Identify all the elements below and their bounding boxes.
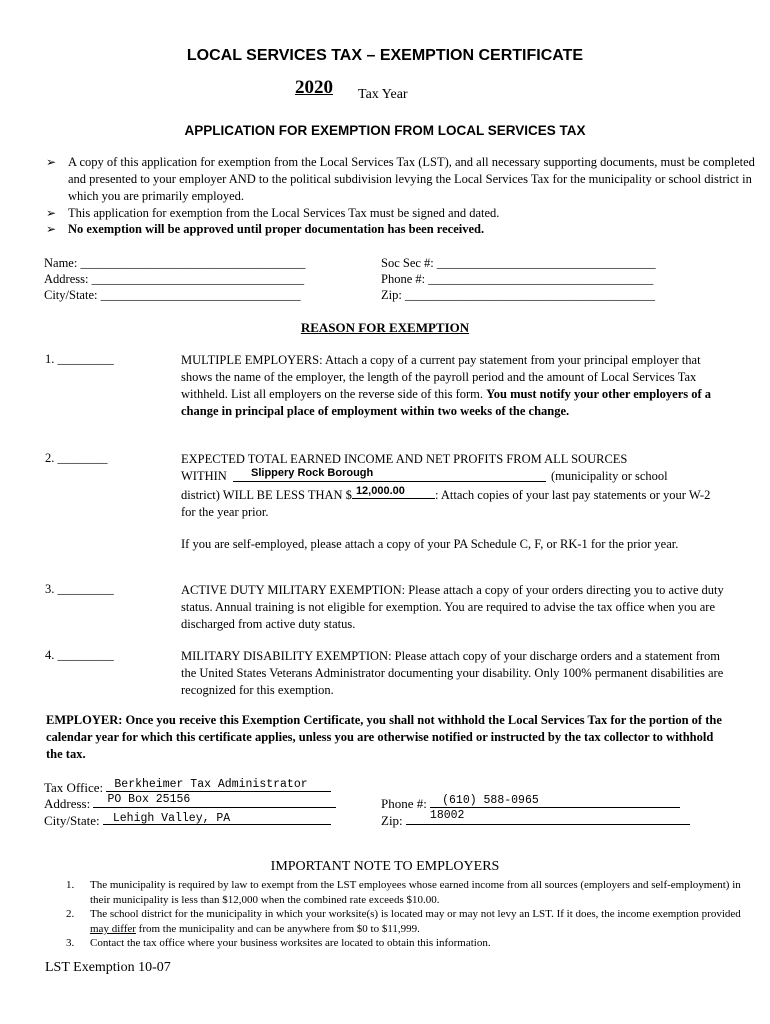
tax-year-label: Tax Year	[358, 87, 408, 102]
tax-office-address-field[interactable]: Address: PO Box 25156	[44, 794, 336, 812]
tax-year-value: 2020	[295, 77, 333, 98]
reason-2-checkbox[interactable]: 2. ________	[45, 451, 108, 465]
arrow-bullet-icon: ➢	[46, 155, 57, 169]
arrow-bullet-icon: ➢	[46, 206, 57, 220]
tax-office-zip-value: 18002	[429, 809, 465, 822]
employer-notice: EMPLOYER: Once you receive this Exemption Certificate, you shall not withhold the Local Services Tax for the portion of the calendar year for which this certificate applies, unless you are otherwise notified or instructed by the tax collector to withhold the tax.	[46, 713, 722, 761]
tax-office-city-field[interactable]: City/State: Lehigh Valley, PA	[44, 811, 331, 829]
reason-4-text: MILITARY DISABILITY EXEMPTION: Please attach copy of your discharge orders and a statement from the United States Veterans Administrator documenting your disability. Only 100% permanent disabilities are recognized for this exemption.	[181, 649, 724, 697]
note-item: 2. The school district for the municipality in which your worksite(s) is located may or may not levy an LST. If it does, the income exemption provided may differ from the municipality and can be anywhere from $0 to $11,999.	[66, 908, 741, 935]
note-item: 3. Contact the tax office where your business worksites are located to obtain this information.	[66, 937, 491, 949]
reason-3-checkbox[interactable]: 3. _________	[45, 582, 114, 596]
arrow-bullet-icon: ➢	[46, 222, 57, 236]
form-footer-code: LST Exemption 10-07	[45, 960, 171, 975]
reason-2-text: EXPECTED TOTAL EARNED INCOME AND NET PROFITS FROM ALL SOURCES WITHIN Slippery Rock Borough (municipality or school district) WILL BE LESS THAN $ 12,000.00 : Attach copies of your last pay statements or your W-2 for the year prior. If you are self-employed, please attach a copy of your PA Schedule C, F, or RK-1 for the prior year.	[181, 452, 711, 551]
bullet-item: ➢ No exemption will be approved until proper documentation has been received.	[46, 222, 485, 236]
ssn-field[interactable]: Soc Sec #: ___________________________________	[381, 256, 656, 270]
important-note-heading: IMPORTANT NOTE TO EMPLOYERS	[270, 859, 500, 874]
tax-office-address-value: PO Box 25156	[107, 793, 191, 806]
form-subtitle: APPLICATION FOR EXEMPTION FROM LOCAL SERVICES TAX	[184, 123, 586, 138]
tax-office-phone-field[interactable]: Phone #: (610) 588-0965	[381, 794, 680, 812]
city-state-field[interactable]: City/State: ________________________________	[44, 288, 301, 302]
tax-office-zip-field[interactable]: Zip: 18002	[381, 811, 690, 829]
tax-office-field[interactable]: Tax Office: Berkheimer Tax Administrator	[44, 778, 331, 796]
tax-office-phone-value: (610) 588-0965	[442, 794, 539, 807]
phone-field[interactable]: Phone #: ____________________________________	[381, 272, 654, 286]
zip-field[interactable]: Zip: ________________________________________	[381, 288, 655, 302]
tax-office-city-value: Lehigh Valley, PA	[112, 812, 231, 825]
income-threshold-field[interactable]	[352, 485, 435, 499]
form-title: LOCAL SERVICES TAX – EXEMPTION CERTIFICATE	[186, 47, 584, 64]
bullet-item: ➢ This application for exemption from the Local Services Tax must be signed and dated.	[46, 206, 500, 220]
income-threshold-value: 12,000.00	[355, 485, 405, 497]
name-field[interactable]: Name: ____________________________________	[44, 256, 306, 270]
tax-office-value: Berkheimer Tax Administrator	[114, 778, 308, 791]
reason-4-checkbox[interactable]: 4. _________	[45, 648, 114, 662]
municipality-field[interactable]	[233, 468, 546, 482]
municipality-value: Slippery Rock Borough	[251, 467, 374, 479]
address-field[interactable]: Address: __________________________________	[44, 272, 305, 286]
reason-1-text: MULTIPLE EMPLOYERS: Attach a copy of a current pay statement from your principal employer that shows the name of the employer, the length of the payroll period and the amount of Local Services Tax withheld. List all employers on the reverse side of this form. You must notify your other employers of a change in principal place of employment within two weeks of the change.	[181, 353, 712, 418]
bullet-item: ➢ A copy of this application for exemption from the Local Services Tax (LST), and all necessary supporting documents, must be completed and presented to your employer AND to the political subdivision levying the Local Services Tax for the municipality or school district in which you are primarily employed.	[46, 155, 755, 203]
reason-heading: REASON FOR EXEMPTION	[300, 320, 470, 335]
reason-3-text: ACTIVE DUTY MILITARY EXEMPTION: Please attach a copy of your orders directing you to active duty status. Annual training is not eligible for exemption. You are required to advise the tax office when you are discharged from active duty status.	[181, 583, 724, 631]
note-item: 1. The municipality is required by law to exempt from the LST employees whose earned income from all sources (employers and self-employment) in their municipality is less than $12,000 when the combined rate exceeds $10.00.	[66, 879, 741, 906]
reason-1-checkbox[interactable]: 1. _________	[45, 352, 114, 366]
